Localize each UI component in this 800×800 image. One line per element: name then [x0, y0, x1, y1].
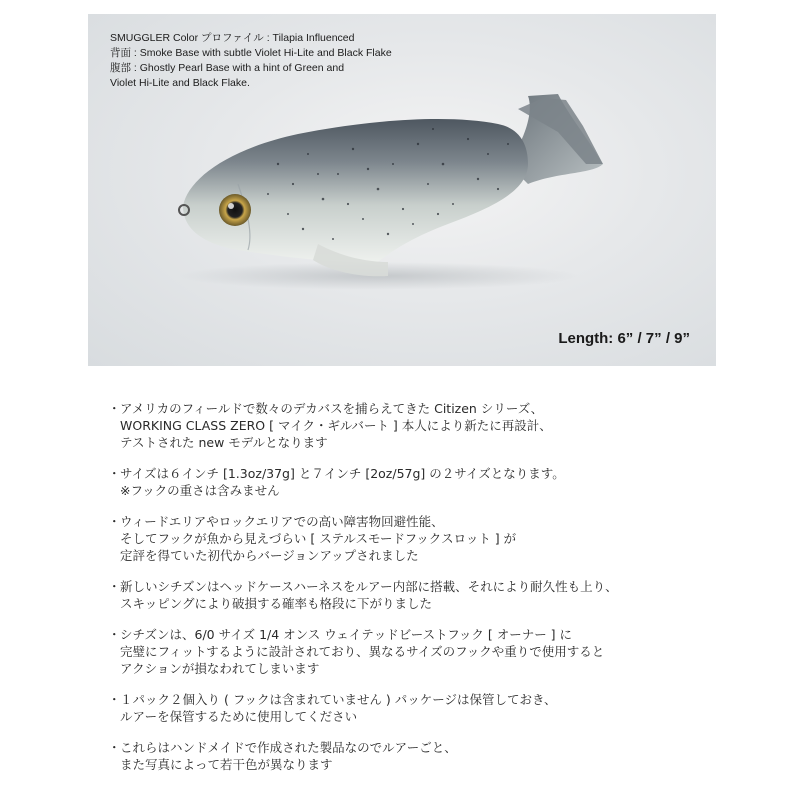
product-photo [88, 14, 716, 366]
bullet-icon: ・ [108, 692, 121, 707]
color-profile-belly: 腹部 : Ghostly Pearl Base with a hint of Green and [110, 62, 345, 74]
length-label: Length: 6” / 7” / 9” [558, 330, 690, 347]
color-profile-belly-cont: Violet Hi-Lite and Black Flake. [110, 77, 250, 89]
feature-text: ルアーを保管するために使用してください [120, 709, 358, 724]
color-profile-text [110, 31, 392, 91]
feature-text: ウィードエリアやロックエリアでの高い障害物回避性能、 [120, 514, 444, 529]
feature-item [108, 739, 758, 773]
feature-text: シチズンは、6/0 サイズ 1/4 オンス ウェイテッドビーストフック [ オーナー ] に [120, 627, 573, 642]
feature-item [108, 626, 758, 677]
feature-text: 定評を得ていた初代からバージョンアップされました [120, 548, 419, 563]
feature-list [108, 400, 758, 787]
color-profile-title: SMUGGLER Color プロファイル : Tilapia Influenced [110, 32, 355, 44]
feature-item [108, 400, 758, 451]
feature-text: テストされた new モデルとなります [120, 435, 328, 450]
bullet-icon: ・ [108, 740, 121, 755]
bullet-icon: ・ [108, 401, 121, 416]
feature-text: サイズは６インチ [1.3oz/37g] と７インチ [2oz/57g] の２サイズとなります。 [120, 466, 565, 481]
bullet-icon: ・ [108, 627, 121, 642]
feature-text: WORKING CLASS ZERO [ マイク・ギルバート ] 本人により新たに再設計、 [120, 418, 552, 433]
feature-text: また写真によって若干色が異なります [120, 757, 333, 772]
feature-text: スキッピングにより破損する確率も格段に下がりました [120, 596, 433, 611]
feature-item [108, 513, 758, 564]
feature-text: アクションが損なわれてしまいます [120, 661, 320, 676]
feature-text: ※フックの重さは含みません [120, 483, 280, 498]
feature-item [108, 465, 758, 499]
feature-text: 新しいシチズンはヘッドケースハーネスをルアー内部に搭載、それにより耐久性も上り、 [120, 579, 618, 594]
feature-text: アメリカのフィールドで数々のデカバスを捕らえてきた Citizen シリーズ、 [120, 401, 544, 416]
feature-text: 完璧にフィットするように設計されており、異なるサイズのフックや重りで使用すると [120, 644, 605, 659]
feature-item [108, 578, 758, 612]
bullet-icon: ・ [108, 579, 121, 594]
feature-text: １パック２個入り ( フックは含まれていません ) パッケージは保管しておき、 [120, 692, 557, 707]
feature-text: そしてフックが魚から見えづらい [ ステルスモードフックスロット ] が [120, 531, 517, 546]
feature-item [108, 691, 758, 725]
color-profile-back: 背面 : Smoke Base with subtle Violet Hi-Lite and Black Flake [110, 47, 392, 59]
bullet-icon: ・ [108, 466, 121, 481]
feature-text: これらはハンドメイドで作成された製品なのでルアーごと、 [120, 740, 457, 755]
bullet-icon: ・ [108, 514, 121, 529]
